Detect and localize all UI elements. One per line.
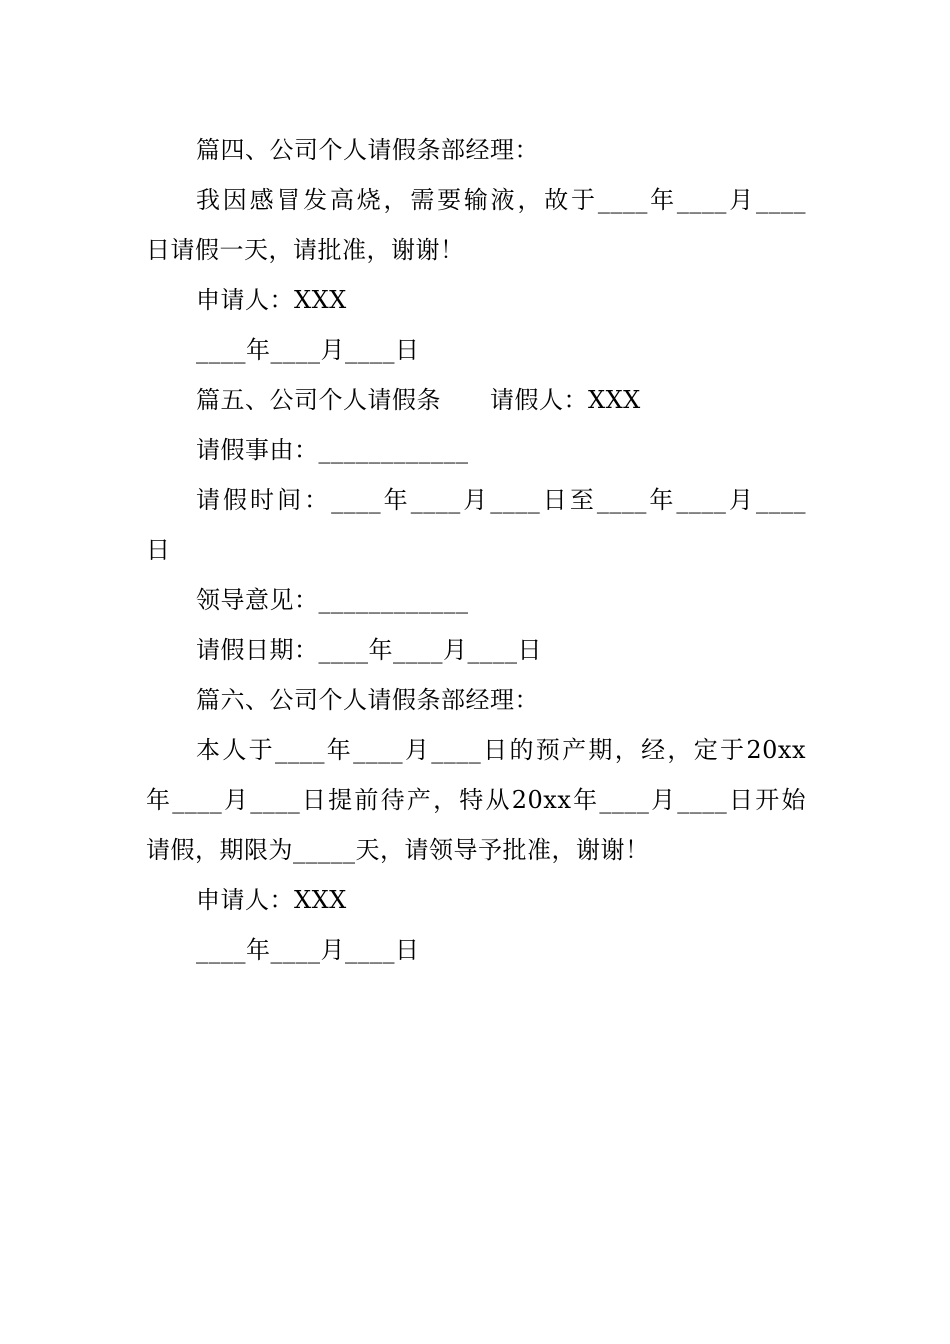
- section-five-heading: 篇五、公司个人请假条 请假人：XXX: [196, 386, 641, 414]
- paragraph-line: 请假，期限为_____天，请领导予批准，谢谢！: [146, 836, 650, 864]
- leave-reason-line: 请假事由：____________: [196, 436, 469, 464]
- section-six-heading: 篇六、公司个人请假条部经理：: [196, 686, 539, 714]
- leave-time-line: 请假时间：____年____月____日至____年____月____: [196, 486, 806, 514]
- leave-time-continuation: 日: [146, 536, 171, 564]
- section-four-heading: 篇四、公司个人请假条部经理：: [196, 136, 539, 164]
- applicant-line: 申请人：XXX: [196, 886, 347, 914]
- leader-opinion-line: 领导意见：____________: [196, 586, 469, 614]
- date-line: ____年____月____日: [196, 336, 420, 364]
- applicant-line: 申请人：XXX: [196, 286, 347, 314]
- paragraph-line: 日请假一天，请批准，谢谢！: [146, 236, 465, 264]
- paragraph-line: 年____月____日提前待产，特从20xx年____月____日开始: [146, 786, 806, 814]
- date-line: ____年____月____日: [196, 936, 420, 964]
- paragraph-line: 我因感冒发高烧，需要输液，故于____年____月____: [196, 186, 806, 214]
- leave-date-line: 请假日期：____年____月____日: [196, 636, 542, 664]
- paragraph-line: 本人于____年____月____日的预产期，经，定于20xx: [196, 736, 806, 764]
